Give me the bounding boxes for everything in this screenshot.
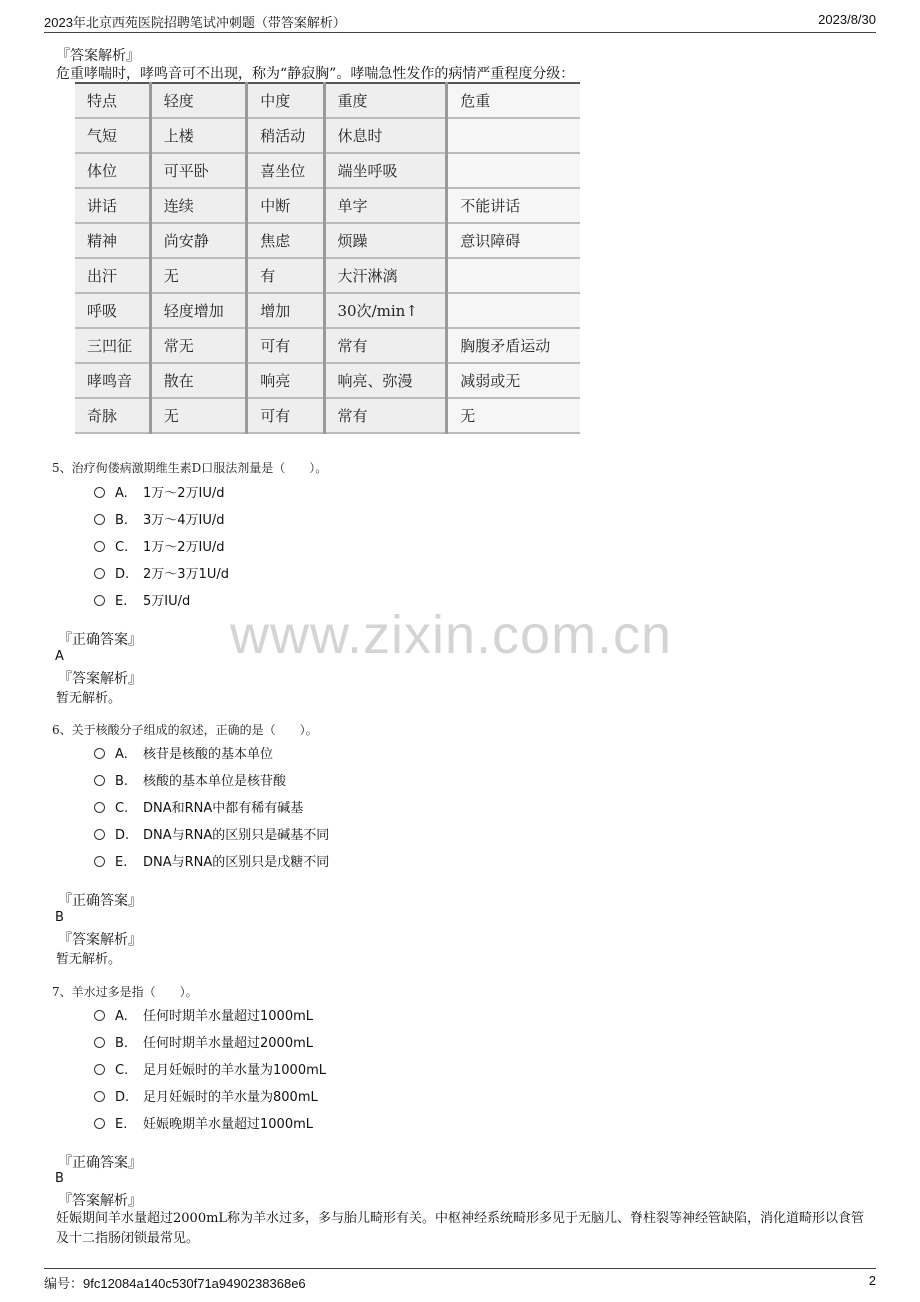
q7-explanation: 妊娠期间羊水量超过2000mL称为羊水过多，多与胎儿畸形有关。中枢神经系统畸形多见于无脑儿、脊柱裂等神经管缺陷，消化道畸形以食管及十二指肠闭锁最常见。 [56,1211,865,1246]
q7-option-c[interactable]: C. 足月妊娠时的羊水量为1000mL [94,1059,326,1078]
radio-icon[interactable] [94,856,105,867]
question-6-title: 6、关于核酸分子组成的叙述，正确的是（ ）。 [52,723,318,737]
radio-icon[interactable] [94,1037,105,1048]
q7-option-b[interactable]: B. 任何时期羊水量超过2000mL [94,1032,313,1051]
radio-icon[interactable] [94,1118,105,1129]
table-cell: 散在 [150,363,247,398]
table-cell: 精神 [75,223,150,258]
q6-option-b[interactable]: B. 核酸的基本单位是核苷酸 [94,770,286,789]
table-cell: 无 [447,398,580,433]
table-cell: 体位 [75,153,150,188]
q6-option-c[interactable]: C. DNA和RNA中都有稀有碱基 [94,797,303,816]
q6-option-a[interactable]: A. 核苷是核酸的基本单位 [94,743,273,762]
table-cell [447,258,580,293]
table-cell: 喜坐位 [247,153,324,188]
table-cell: 焦虑 [247,223,324,258]
table-cell: 减弱或无 [447,363,580,398]
radio-icon[interactable] [94,514,105,525]
watermark: www.zixin.com.cn [230,605,673,665]
radio-icon[interactable] [94,1010,105,1021]
table-cell: 危重 [447,83,580,118]
table-cell [447,293,580,328]
radio-icon[interactable] [94,1064,105,1075]
q5-explanation: 暂无解析。 [56,691,122,706]
q7-answer: B [55,1171,64,1186]
radio-icon[interactable] [94,541,105,552]
page-header [44,0,876,33]
q7-option-a[interactable]: A. 任何时期羊水量超过1000mL [94,1005,313,1024]
table-cell: 呼吸 [75,293,150,328]
table-cell: 讲话 [75,188,150,223]
table-cell: 稍活动 [247,118,324,153]
prev-exp-heading: 『答案解析』 [56,48,140,64]
table-cell: 轻度增加 [150,293,247,328]
q7-option-e[interactable]: E. 妊娠晚期羊水量超过1000mL [94,1113,313,1132]
table-cell: 大汗淋漓 [324,258,447,293]
q7-exp-heading: 『答案解析』 [58,1193,142,1209]
table-cell [447,153,580,188]
radio-icon[interactable] [94,1091,105,1102]
q6-exp-heading: 『答案解析』 [58,932,142,948]
header-title: 2023年北京西苑医院招聘笔试冲刺题（带答案解析） [44,15,346,30]
table-cell: 不能讲话 [447,188,580,223]
table-cell: 响亮 [247,363,324,398]
q5-answer-heading: 『正确答案』 [58,632,142,648]
table-cell: 轻度 [150,83,247,118]
asthma-severity-table [75,82,580,434]
table-cell: 哮鸣音 [75,363,150,398]
q6-answer-heading: 『正确答案』 [58,893,142,909]
radio-icon[interactable] [94,568,105,579]
q5-option-d[interactable]: D. 2万～3万1U/d [94,563,229,582]
q5-answer: A [55,649,64,664]
q5-option-b[interactable]: B. 3万～4万IU/d [94,509,225,528]
table-cell: 连续 [150,188,247,223]
table-cell: 可平卧 [150,153,247,188]
prev-exp-text: 危重哮喘时，哮鸣音可不出现，称为“静寂胸”。哮喘急性发作的病情严重程度分级： [56,66,575,82]
table-row [75,398,580,433]
table-cell: 常有 [324,398,447,433]
table-cell: 单字 [324,188,447,223]
table-cell: 休息时 [324,118,447,153]
table-row [75,83,580,118]
table-cell: 端坐呼吸 [324,153,447,188]
table-cell: 奇脉 [75,398,150,433]
table-cell: 30次/min↑ [324,293,447,328]
table-cell: 意识障碍 [447,223,580,258]
radio-icon[interactable] [94,775,105,786]
table-cell: 烦躁 [324,223,447,258]
question-7-title: 7、羊水过多是指（ ）。 [52,985,198,999]
table-cell: 胸腹矛盾运动 [447,328,580,363]
table-cell: 无 [150,258,247,293]
table-cell: 尚安静 [150,223,247,258]
q5-option-a[interactable]: A. 1万～2万IU/d [94,482,225,501]
header-date: 2023/8/30 [818,12,876,27]
table-cell: 有 [247,258,324,293]
table-row [75,328,580,363]
radio-icon[interactable] [94,829,105,840]
page-footer [44,1268,876,1291]
table-cell: 重度 [324,83,447,118]
q6-option-e[interactable]: E. DNA与RNA的区别只是戊糖不同 [94,851,329,870]
radio-icon[interactable] [94,802,105,813]
table-cell: 三凹征 [75,328,150,363]
radio-icon[interactable] [94,748,105,759]
table-row [75,363,580,398]
q5-exp-heading: 『答案解析』 [58,671,142,687]
table-cell: 上楼 [150,118,247,153]
table-row [75,188,580,223]
table-cell: 增加 [247,293,324,328]
table-cell: 可有 [247,328,324,363]
table-row [75,258,580,293]
table-row [75,153,580,188]
table-cell: 气短 [75,118,150,153]
radio-icon[interactable] [94,595,105,606]
table-row [75,293,580,328]
q5-option-e[interactable]: E. 5万IU/d [94,590,190,609]
question-5-title: 5、治疗佝偻病激期维生素D口服法剂量是（ ）。 [52,461,328,475]
table-row [75,118,580,153]
table-cell [447,118,580,153]
footer-doc-id: 编号：9fc12084a140c530f71a9490238368e6 [44,1276,306,1291]
table-cell: 中度 [247,83,324,118]
table-cell: 响亮、弥漫 [324,363,447,398]
table-cell: 可有 [247,398,324,433]
table-cell: 无 [150,398,247,433]
table-row [75,223,580,258]
q7-option-d[interactable]: D. 足月妊娠时的羊水量为800mL [94,1086,318,1105]
table-cell: 中断 [247,188,324,223]
table-cell: 出汗 [75,258,150,293]
table-cell: 特点 [75,83,150,118]
footer-page-number: 2 [868,1273,876,1288]
radio-icon[interactable] [94,487,105,498]
q6-explanation: 暂无解析。 [56,952,122,967]
q7-answer-heading: 『正确答案』 [58,1155,142,1171]
q5-option-c[interactable]: C. 1万～2万IU/d [94,536,225,555]
table-cell: 常有 [324,328,447,363]
table-cell: 常无 [150,328,247,363]
q6-answer: B [55,910,64,925]
q6-option-d[interactable]: D. DNA与RNA的区别只是碱基不同 [94,824,329,843]
